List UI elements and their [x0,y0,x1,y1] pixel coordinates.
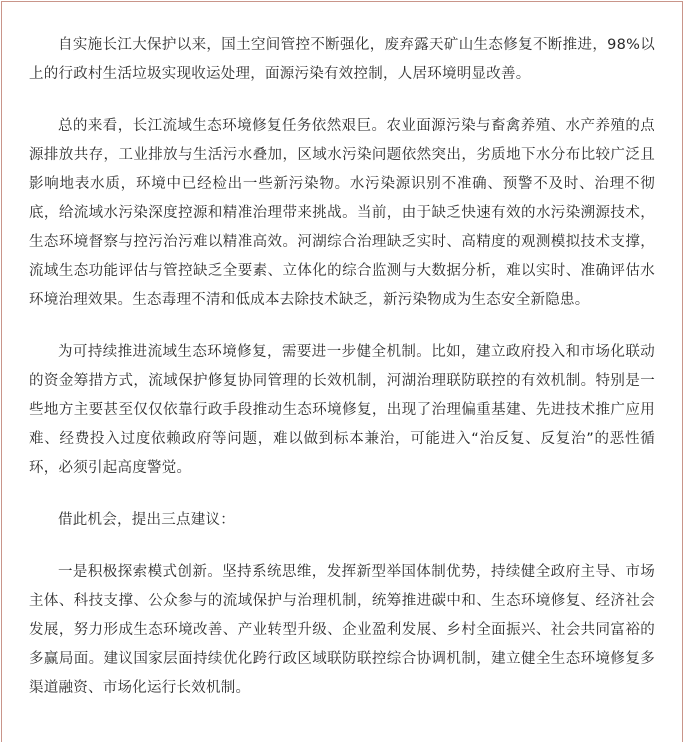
paragraph-achievements: 自实施长江大保护以来，国土空间管控不断强化，废弃露天矿山生态修复不断推进，98%以上的行政村生活垃圾实现收运处理，面源污染有效控制，人居环境明显改善。 [29,37,655,82]
paragraph-mechanisms: 为可持续推进流域生态环境修复，需要进一步健全机制。比如，建立政府投入和市场化联动的资金筹措方式，流域保护修复协同管理的长效机制，河湖治理联防联控的有效机制。特别是一些地方主要甚至仅仅依靠行政手段推动生态环境修复，出现了治理偏重基建、先进技术推广应用难、经费投入过度依赖政府等问题，难以做到标本兼治，可能进入“治反复、反复治”的恶性循环，必须引起高度警觉。 [29,344,655,476]
paragraph-suggestion-one: 一是积极探索模式创新。坚持系统思维，发挥新型举国体制优势，持续健全政府主导、市场主体、科技支撑、公众参与的流域保护与治理机制，统筹推进碳中和、生态环境修复、经济社会发展，努力形成生态环境改善、产业转型升级、企业盈利发展、乡村全面振兴、社会共同富裕的多赢局面。建议国家层面持续优化跨行政区域联防联控综合协调机制，建立健全生态环境修复多渠道融资、市场化运行长效机制。 [29,564,655,696]
paragraph-suggestions-intro: 借此机会，提出三点建议： [58,512,235,528]
article-frame [1,1,683,742]
paragraph-challenges: 总的来看，长江流域生态环境修复任务依然艰巨。农业面源污染与畜禽养殖、水产养殖的点源排放共存，工业排放与生活污水叠加，区域水污染问题依然突出，劣质地下水分布比较广泛且影响地表水质，环境中已经检出一些新污染物。水污染源识别不准确、预警不及时、治理不彻底，给流域水污染深度控源和精准治理带来挑战。当前，由于缺乏快速有效的水污染溯源技术，生态环境督察与控污治污难以精准高效。河湖综合治理缺乏实时、高精度的观测模拟技术支撑，流域生态功能评估与管控缺乏全要素、立体化的综合监测与大数据分析，难以实时、准确评估水环境治理效果。生态毒理不清和低成本去除技术缺乏，新污染物成为生态安全新隐患。 [29,118,655,308]
